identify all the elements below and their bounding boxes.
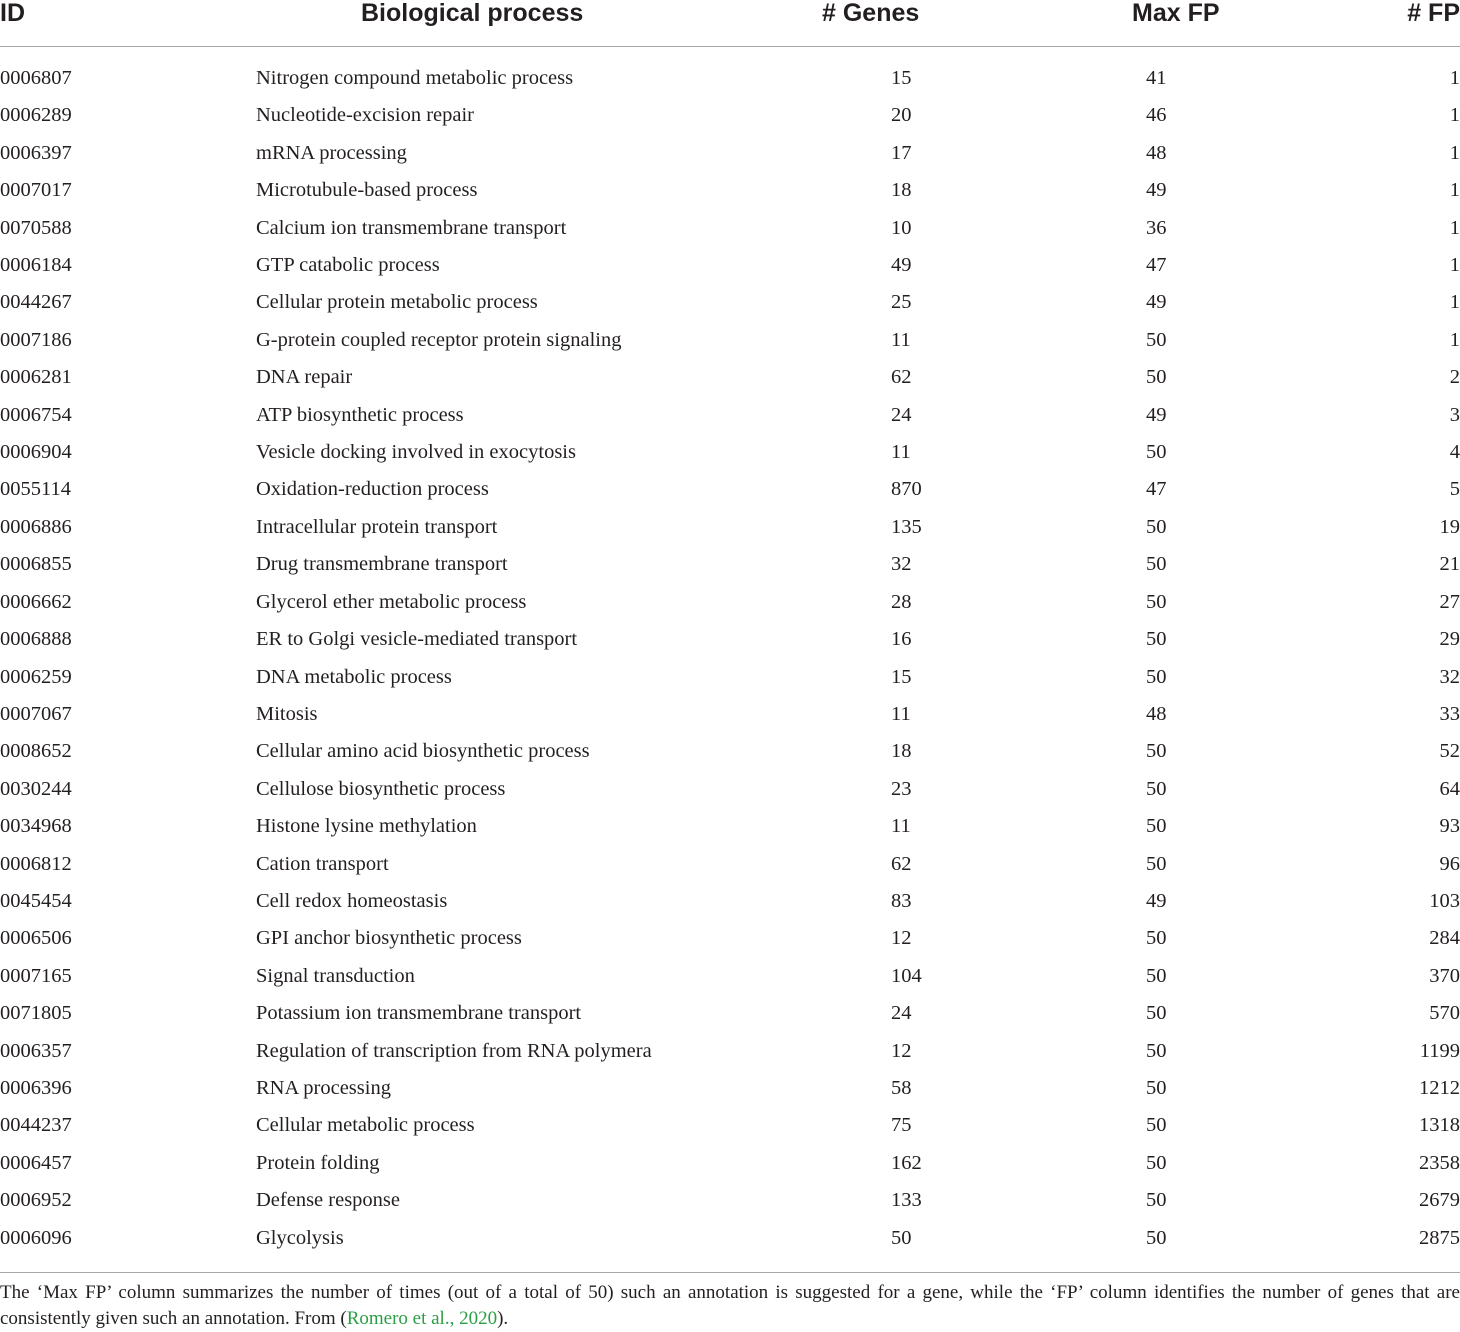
cell-fp: 1199 [1419, 1039, 1460, 1062]
cell-id: 0006357 [0, 1039, 72, 1062]
cell-fp: 4 [1449, 441, 1460, 464]
cell-id: 0007067 [0, 702, 72, 725]
cell-max-fp: 50 [1146, 964, 1167, 987]
cell-genes: 18 [891, 740, 912, 763]
cell-id: 0006396 [0, 1076, 72, 1099]
cell-fp: 33 [1439, 702, 1460, 725]
table-row [0, 584, 1460, 621]
table-row [0, 135, 1460, 172]
cell-id: 0045454 [0, 889, 72, 912]
cell-biological-process: GTP catabolic process [256, 254, 440, 277]
table-row [0, 1033, 1460, 1070]
table-row [0, 1107, 1460, 1144]
table-footnote [0, 1280, 1460, 1332]
table-row [0, 733, 1460, 770]
cell-biological-process: RNA processing [256, 1076, 391, 1099]
cell-max-fp: 50 [1146, 628, 1167, 651]
cell-genes: 10 [891, 216, 912, 239]
cell-id: 0070588 [0, 216, 72, 239]
cell-max-fp: 50 [1146, 515, 1167, 538]
table-row [0, 883, 1460, 920]
table-row [0, 920, 1460, 957]
cell-fp: 370 [1429, 964, 1460, 987]
cell-fp: 29 [1439, 628, 1460, 651]
cell-biological-process: Glycerol ether metabolic process [256, 590, 527, 613]
cell-biological-process: DNA repair [256, 366, 353, 389]
cell-max-fp: 49 [1146, 403, 1167, 426]
cell-fp: 32 [1439, 665, 1460, 688]
table-row [0, 846, 1460, 883]
footnote-text-end: ). [497, 1308, 509, 1329]
cell-genes: 58 [891, 1076, 912, 1099]
cell-biological-process: Oxidation-reduction process [256, 478, 489, 501]
cell-max-fp: 50 [1146, 1002, 1167, 1025]
cell-max-fp: 49 [1146, 889, 1167, 912]
cell-biological-process: Microtubule-based process [256, 179, 478, 202]
cell-genes: 11 [891, 328, 911, 351]
cell-genes: 870 [891, 478, 922, 501]
cell-biological-process: Cellulose biosynthetic process [256, 777, 506, 800]
table-row [0, 1220, 1460, 1272]
cell-id: 0006281 [0, 366, 72, 389]
cell-fp: 93 [1439, 815, 1460, 838]
cell-max-fp: 50 [1146, 740, 1167, 763]
table-row [0, 509, 1460, 546]
table-row [0, 771, 1460, 808]
table-row [0, 284, 1460, 321]
cell-genes: 83 [891, 889, 912, 912]
cell-genes: 62 [891, 852, 912, 875]
cell-fp: 284 [1429, 927, 1460, 950]
table-bottom-rule [0, 1272, 1460, 1273]
table-header [0, 0, 1460, 47]
table-row [0, 958, 1460, 995]
cell-id: 0006184 [0, 254, 72, 277]
cell-genes: 50 [891, 1226, 912, 1249]
table-row [0, 621, 1460, 658]
cell-biological-process: mRNA processing [256, 141, 407, 164]
cell-max-fp: 50 [1146, 553, 1167, 576]
cell-biological-process: DNA metabolic process [256, 665, 452, 688]
cell-biological-process: Nitrogen compound metabolic process [256, 67, 574, 89]
cell-biological-process: Potassium ion transmembrane transport [256, 1002, 582, 1025]
cell-genes: 18 [891, 179, 912, 202]
cell-biological-process: Cellular metabolic process [256, 1114, 475, 1137]
table-row [0, 546, 1460, 583]
table-row [0, 97, 1460, 134]
table-row [0, 659, 1460, 696]
cell-fp: 1 [1449, 328, 1460, 351]
cell-fp: 21 [1439, 553, 1460, 576]
cell-id: 0006855 [0, 553, 72, 576]
cell-genes: 62 [891, 366, 912, 389]
cell-genes: 135 [891, 515, 922, 538]
cell-max-fp: 50 [1146, 1039, 1167, 1062]
cell-genes: 11 [891, 441, 911, 464]
cell-biological-process: Cation transport [256, 852, 389, 875]
cell-fp: 52 [1439, 740, 1460, 763]
cell-max-fp: 50 [1146, 1189, 1167, 1212]
cell-id: 0006096 [0, 1226, 72, 1249]
cell-fp: 1 [1449, 216, 1460, 239]
cell-biological-process: Cell redox homeostasis [256, 889, 448, 912]
cell-genes: 16 [891, 628, 912, 651]
cell-genes: 11 [891, 702, 911, 725]
cell-biological-process: Cellular amino acid biosynthetic process [256, 740, 590, 763]
header-max-fp: Max FP [986, 0, 1366, 47]
cell-max-fp: 49 [1146, 179, 1167, 202]
table-row [0, 47, 1460, 98]
cell-genes: 15 [891, 665, 912, 688]
cell-biological-process: Vesicle docking involved in exocytosis [256, 441, 576, 464]
cell-id: 0006506 [0, 927, 72, 950]
cell-genes: 104 [891, 964, 922, 987]
cell-fp: 1 [1449, 104, 1460, 127]
cell-fp: 1 [1449, 254, 1460, 277]
cell-genes: 23 [891, 777, 912, 800]
cell-max-fp: 50 [1146, 1151, 1167, 1174]
cell-max-fp: 50 [1146, 441, 1167, 464]
cell-genes: 75 [891, 1114, 912, 1137]
cell-id: 0007165 [0, 964, 72, 987]
cell-id: 0006812 [0, 852, 72, 875]
cell-genes: 12 [891, 1039, 912, 1062]
cell-biological-process: G-protein coupled receptor protein signaling [256, 328, 622, 351]
cell-fp: 2 [1449, 366, 1460, 389]
cell-id: 0055114 [0, 478, 71, 501]
cell-id: 0006888 [0, 628, 72, 651]
cell-max-fp: 50 [1146, 1226, 1167, 1249]
cell-fp: 2679 [1419, 1189, 1460, 1212]
cell-fp: 2875 [1419, 1226, 1460, 1249]
cell-max-fp: 50 [1146, 777, 1167, 800]
cell-id: 0007186 [0, 328, 72, 351]
cell-fp: 570 [1429, 1002, 1460, 1025]
cell-id: 0030244 [0, 777, 72, 800]
cell-fp: 19 [1439, 515, 1460, 538]
cell-max-fp: 50 [1146, 590, 1167, 613]
header-row [0, 0, 1460, 47]
cell-max-fp: 36 [1146, 216, 1167, 239]
cell-genes: 133 [891, 1189, 922, 1212]
cell-biological-process: Intracellular protein transport [256, 515, 498, 538]
cell-id: 0006289 [0, 104, 72, 127]
cell-max-fp: 46 [1146, 104, 1167, 127]
footnote-text: The ‘Max FP’ column summarizes the number of times (out of a total of 50) such an annotation is suggested for a gene, while the ‘FP’ column identifies the number of genes that are consistently given such an annotation. From ( [0, 1282, 1460, 1329]
table-row [0, 359, 1460, 396]
cell-max-fp: 48 [1146, 702, 1167, 725]
cell-biological-process: Protein folding [256, 1151, 380, 1174]
table-row [0, 434, 1460, 471]
cell-id: 0007017 [0, 179, 72, 202]
cell-max-fp: 50 [1146, 366, 1167, 389]
cell-max-fp: 50 [1146, 852, 1167, 875]
cell-max-fp: 50 [1146, 328, 1167, 351]
table-row [0, 1070, 1460, 1107]
cell-id: 0006904 [0, 441, 72, 464]
cell-genes: 15 [891, 67, 912, 89]
table-row [0, 1182, 1460, 1219]
table-row [0, 471, 1460, 508]
cell-biological-process: Cellular protein metabolic process [256, 291, 538, 314]
cell-id: 0044267 [0, 291, 72, 314]
cell-fp: 1 [1449, 141, 1460, 164]
cell-fp: 103 [1429, 889, 1460, 912]
cell-biological-process: Calcium ion transmembrane transport [256, 216, 567, 239]
table-row [0, 210, 1460, 247]
cell-genes: 28 [891, 590, 912, 613]
table-row [0, 397, 1460, 434]
cell-biological-process: Nucleotide-excision repair [256, 104, 475, 127]
cell-genes: 24 [891, 403, 912, 426]
cell-max-fp: 48 [1146, 141, 1167, 164]
cell-biological-process: ER to Golgi vesicle-mediated transport [256, 628, 578, 651]
cell-id: 0044237 [0, 1114, 72, 1137]
cell-max-fp: 50 [1146, 1114, 1167, 1137]
cell-biological-process: Drug transmembrane transport [256, 553, 508, 576]
cell-id: 0006259 [0, 665, 72, 688]
cell-fp: 1 [1449, 291, 1460, 314]
cell-genes: 12 [891, 927, 912, 950]
cell-fp: 1 [1449, 67, 1460, 89]
cell-biological-process: GPI anchor biosynthetic process [256, 927, 522, 950]
cell-biological-process: Signal transduction [256, 964, 415, 987]
cell-biological-process: Histone lysine methylation [256, 815, 477, 838]
cell-biological-process: Glycolysis [256, 1226, 344, 1249]
cell-fp: 27 [1439, 590, 1460, 613]
cell-genes: 11 [891, 815, 911, 838]
cell-id: 0006952 [0, 1189, 72, 1212]
cell-genes: 32 [891, 553, 912, 576]
header-fp: # FP [1366, 0, 1460, 47]
table-body [0, 47, 1460, 1273]
table-row [0, 322, 1460, 359]
cell-biological-process: Defense response [256, 1189, 401, 1212]
header-genes: # Genes [816, 0, 986, 47]
table-row [0, 808, 1460, 845]
cell-fp: 2358 [1419, 1151, 1460, 1174]
cell-id: 0008652 [0, 740, 72, 763]
cell-id: 0006807 [0, 67, 72, 89]
cell-id: 0006397 [0, 141, 72, 164]
cell-max-fp: 50 [1146, 665, 1167, 688]
cell-fp: 3 [1449, 403, 1460, 426]
cell-genes: 49 [891, 254, 912, 277]
cell-id: 0006886 [0, 515, 72, 538]
cell-max-fp: 50 [1146, 1076, 1167, 1099]
reference-link[interactable]: Romero et al., 2020 [346, 1308, 498, 1329]
cell-fp: 1318 [1419, 1114, 1460, 1137]
table-row [0, 1145, 1460, 1182]
cell-fp: 96 [1439, 852, 1460, 875]
table-row [0, 172, 1460, 209]
cell-max-fp: 47 [1146, 478, 1167, 501]
cell-biological-process: Regulation of transcription from RNA polymera [256, 1039, 652, 1062]
table-row [0, 696, 1460, 733]
cell-genes: 25 [891, 291, 912, 314]
cell-genes: 24 [891, 1002, 912, 1025]
cell-fp: 64 [1439, 777, 1460, 800]
cell-fp: 1 [1449, 179, 1460, 202]
cell-id: 0006754 [0, 403, 72, 426]
cell-max-fp: 50 [1146, 927, 1167, 950]
cell-genes: 162 [891, 1151, 922, 1174]
table-row [0, 247, 1460, 284]
cell-id: 0034968 [0, 815, 72, 838]
cell-max-fp: 41 [1146, 67, 1167, 89]
cell-max-fp: 50 [1146, 815, 1167, 838]
cell-genes: 17 [891, 141, 912, 164]
cell-id: 0006457 [0, 1151, 72, 1174]
cell-max-fp: 49 [1146, 291, 1167, 314]
cell-genes: 20 [891, 104, 912, 127]
header-id: ID [0, 0, 256, 47]
cell-biological-process: Mitosis [256, 702, 318, 725]
cell-biological-process: ATP biosynthetic process [256, 403, 464, 426]
table-row [0, 995, 1460, 1032]
cell-max-fp: 47 [1146, 254, 1167, 277]
cell-fp: 5 [1449, 478, 1460, 501]
cell-id: 0006662 [0, 590, 72, 613]
header-biological-process: Biological process [256, 0, 816, 47]
cell-fp: 1212 [1419, 1076, 1460, 1099]
cell-id: 0071805 [0, 1002, 72, 1025]
